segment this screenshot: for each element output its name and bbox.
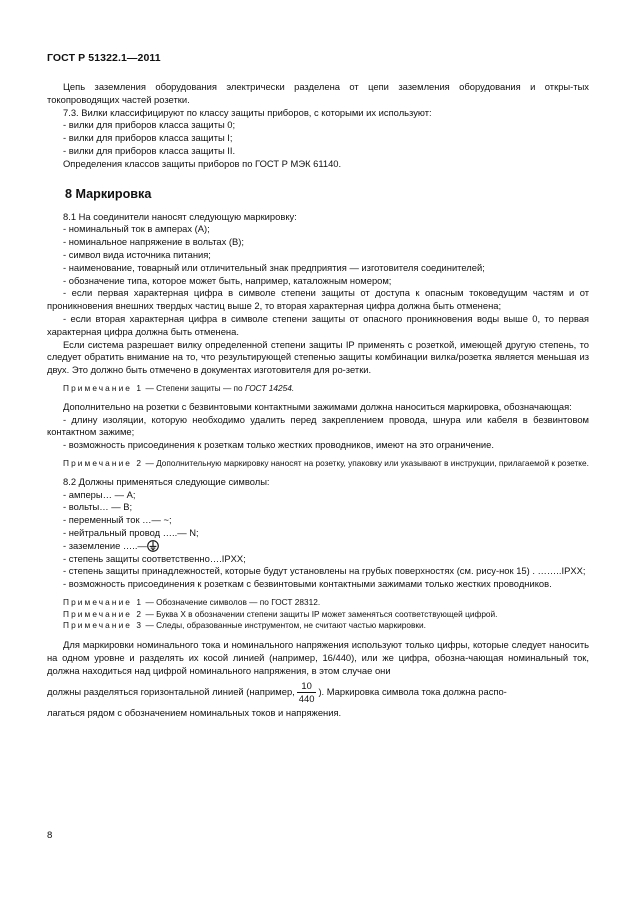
list-item: - возможность присоединения к розеткам с безвинтовыми контактными зажимами только жестких проводников. bbox=[63, 578, 552, 590]
note-text: — Буква X в обозначении степени защиты IP может заменяться соответствующей цифрой. bbox=[143, 608, 498, 619]
list-item: - степень защиты соответственно….IPXX; bbox=[63, 552, 246, 564]
note-label: Примечание 1 bbox=[63, 596, 144, 607]
note-text: — Степени защиты — по bbox=[143, 382, 245, 393]
list-item: - амперы… — А; bbox=[63, 488, 136, 500]
fraction-line-text-after: ). Маркировка символа тока должна распо- bbox=[318, 685, 507, 697]
paragraph: Для маркировки номинального тока и номинального напряжения используют только цифры, которые следует наносить на одном уровне и разделять их косой линией (например, 16/440), или же цифра, обозна-чающая номинальный ток, должна находиться над цифрой номинального напряжения, в этом случае они bbox=[47, 639, 589, 676]
notes-group bbox=[47, 597, 589, 632]
protective-earth-icon bbox=[147, 540, 159, 552]
list-item: - вольты… — В; bbox=[63, 501, 133, 513]
note bbox=[47, 383, 589, 395]
list-item: - длину изоляции, которую необходимо удалить перед закреплением провода, шнура или кабеля в безвинтовом контактном зажиме; bbox=[47, 413, 589, 438]
note-label: Примечание 2 bbox=[63, 608, 144, 619]
note bbox=[47, 597, 589, 609]
list-item: - возможность присоединения к розеткам только жестких проводников, имеют на это ограничение. bbox=[63, 439, 494, 451]
note-text: — Следы, образованные инструментом, не считают частью маркировки. bbox=[143, 620, 426, 631]
list-item: - если вторая характерная цифра в символе степени защиты от опасного проникновения воды выше 0, то первая характерная цифра должна быть отменена. bbox=[47, 312, 589, 337]
note bbox=[47, 458, 589, 470]
list-item: - обозначение типа, которое может быть, например, каталожным номером; bbox=[63, 274, 392, 286]
list-item: - вилки для приборов класса защиты I; bbox=[63, 132, 233, 144]
paragraph: 8.1 На соединители наносят следующую маркировку: bbox=[63, 210, 297, 222]
list-item-text: - заземление …..— bbox=[63, 539, 147, 551]
note-text: — Дополнительную маркировку наносят на розетку, упаковку или указывают в инструкции, прилагаемой к розетке. bbox=[143, 457, 589, 468]
page-number: 8 bbox=[47, 830, 53, 841]
fraction-line-text-before: должны разделяться горизонтальной линией (например, bbox=[47, 685, 295, 697]
paragraph: 8.2 Должны применяться следующие символы: bbox=[63, 475, 270, 487]
paragraph-fraction-line bbox=[47, 680, 589, 705]
list-item bbox=[47, 540, 589, 553]
fraction-denominator: 440 bbox=[298, 692, 315, 704]
list-item: - номинальный ток в амперах (А); bbox=[63, 223, 210, 235]
list-item: - нейтральный провод …..— N; bbox=[63, 526, 199, 538]
list-item: - наименование, товарный или отличительный знак предприятия — изготовителя соединителей; bbox=[63, 261, 485, 273]
list-item: - вилки для приборов класса защиты II. bbox=[63, 144, 236, 156]
note-label: Примечание 2 bbox=[63, 457, 144, 468]
paragraph: Цепь заземления оборудования электрически разделена от цепи заземления оборудования и откры-тых токопроводящих частей розетки. bbox=[47, 81, 589, 105]
paragraph: лагаться рядом с обозначением номинальных токов и напряжения. bbox=[47, 706, 342, 718]
note bbox=[47, 609, 589, 621]
section-title: 8 Маркировка bbox=[65, 186, 152, 201]
list-item: - символ вида источника питания; bbox=[63, 248, 211, 260]
fraction-numerator: 10 bbox=[297, 680, 317, 693]
fraction-example bbox=[297, 680, 317, 705]
paragraph: Если система разрешает вилку определенной степени защиты IP применять с розеткой, имеющей другую степень, то следует обратить внимание на то, что результирующей степенью защиты комбинации вилка/розетка является меньшая из двух. Это должно быть отмечено в документах изготовителя для ро-зетки. bbox=[47, 338, 589, 376]
list-item: - переменный ток …— ~; bbox=[63, 514, 172, 526]
list-item: - номинальное напряжение в вольтах (В); bbox=[63, 236, 245, 248]
page-body bbox=[47, 81, 589, 719]
note-ref: ГОСТ 14254. bbox=[244, 382, 295, 393]
list-item: - если первая характерная цифра в символе степени защиты от доступа к опасным токоведущим частям и от проникновения внешних твердых частиц выше 2, то вторая характерная цифра должна быть отменена; bbox=[47, 287, 589, 312]
note bbox=[47, 620, 589, 632]
paragraph: 7.3. Вилки классифицируют по классу защиты приборов, с которыми их используют: bbox=[63, 106, 432, 118]
paragraph: Определения классов защиты приборов по ГОСТ Р МЭК 61140. bbox=[63, 157, 342, 169]
note-label: Примечание 1 bbox=[63, 382, 144, 393]
note-label: Примечание 3 bbox=[63, 620, 144, 631]
list-item: - степень защиты принадлежностей, которые будут установлены на грубых поверхностях (см. рису-нок 15) . ……..IPXX; bbox=[63, 565, 586, 577]
paragraph: Дополнительно на розетки с безвинтовыми контактными зажимами должна наноситься маркировка, обозначающая: bbox=[63, 400, 572, 412]
document-header: ГОСТ Р 51322.1—2011 bbox=[47, 52, 161, 64]
list-item: - вилки для приборов класса защиты 0; bbox=[63, 119, 236, 131]
note-text: — Обозначение символов — по ГОСТ 28312. bbox=[143, 596, 321, 607]
